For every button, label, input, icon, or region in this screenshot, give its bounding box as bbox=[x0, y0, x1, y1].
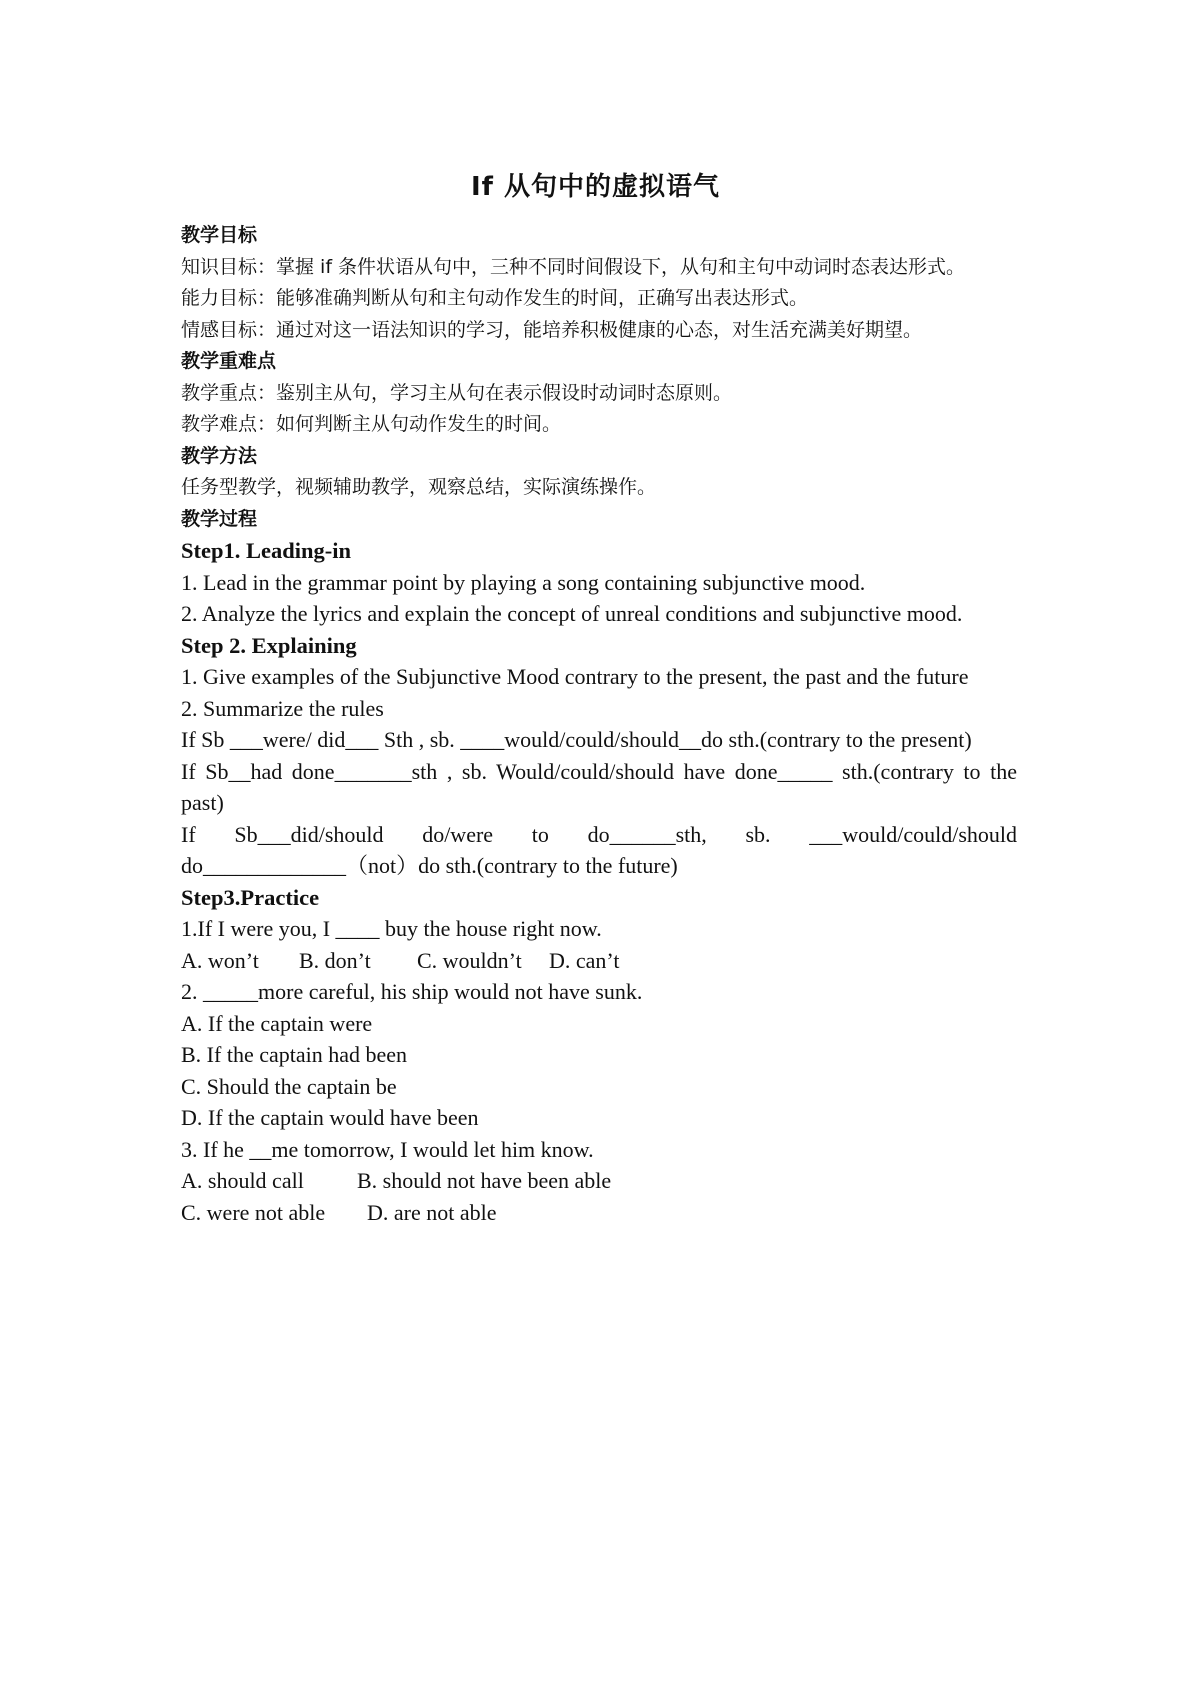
key-points-heading: 教学重难点 bbox=[181, 350, 277, 372]
q1-option-d: D. can’t bbox=[549, 947, 620, 973]
q3-option-d: D. are not able bbox=[367, 1199, 497, 1225]
step1-item-2: 2. Analyze the lyrics and explain the concept of unreal conditions and subjunctive mood. bbox=[181, 601, 963, 626]
question-2-stem: 2. _____more careful, his ship would not have sunk. bbox=[181, 979, 643, 1004]
question-3-options-row-1 bbox=[181, 1165, 1017, 1197]
q1-option-c: C. wouldn’t bbox=[417, 947, 522, 973]
question-3-stem: 3. If he __me tomorrow, I would let him know. bbox=[181, 1136, 594, 1162]
knowledge-goal: 知识目标：掌握 if 条件状语从句中，三种不同时间假设下，从句和主句中动词时态表达形式。 bbox=[181, 255, 966, 278]
ability-goal: 能力目标：能够准确判断从句和主句动作发生的时间，正确写出表达形式。 bbox=[181, 287, 809, 309]
step1-item-1: 1. Lead in the grammar point by playing a song containing subjunctive mood. bbox=[181, 569, 866, 595]
step3-title: Step3.Practice bbox=[181, 884, 320, 910]
page-title: If 从句中的虚拟语气 bbox=[470, 172, 721, 202]
q1-option-a: A. won’t bbox=[181, 947, 259, 973]
q2-option-d: D. If the captain would have been bbox=[181, 1105, 479, 1130]
q1-option-b: B. don’t bbox=[299, 947, 371, 973]
process-heading: 教学过程 bbox=[181, 507, 258, 530]
q3-option-a: A. should call bbox=[181, 1168, 304, 1193]
rule-present: If Sb ___were/ did___ Sth , sb. ____would/could/should__do sth.(contrary to the present) bbox=[181, 727, 972, 752]
methods-text: 任务型教学，视频辅助教学，观察总结，实际演练操作。 bbox=[181, 476, 657, 498]
step1-title: Step1. Leading-in bbox=[181, 538, 352, 563]
document-body bbox=[181, 220, 1017, 1228]
key-point: 教学重点：鉴别主从句，学习主从句在表示假设时动词时态原则。 bbox=[181, 381, 733, 404]
rule-future-line-1: If Sb___did/should do/were to do______sth, sb. ___would/could/should bbox=[181, 821, 1017, 847]
question-3-options-row-2 bbox=[181, 1197, 1017, 1229]
q3-option-b: B. should not have been able bbox=[357, 1168, 612, 1193]
step2-title: Step 2. Explaining bbox=[181, 632, 357, 658]
step2-item-1: 1. Give examples of the Subjunctive Mood contrary to the present, the past and the future bbox=[181, 664, 969, 689]
question-1-stem: 1.If I were you, I ____ buy the house right now. bbox=[181, 916, 602, 941]
question-1-options bbox=[181, 945, 1017, 977]
q2-option-c: C. Should the captain be bbox=[181, 1073, 397, 1099]
q2-option-a: A. If the captain were bbox=[181, 1010, 373, 1036]
q3-option-c: C. were not able bbox=[181, 1199, 326, 1225]
emotion-goal: 情感目标：通过对这一语法知识的学习，能培养积极健康的心态，对生活充满美好期望。 bbox=[181, 318, 923, 341]
step2-item-2: 2. Summarize the rules bbox=[181, 695, 384, 721]
rule-past: If Sb__had done_______sth , sb. Would/could/should have done_____ sth.(contrary to the past) bbox=[181, 758, 1017, 815]
goals-heading: 教学目标 bbox=[181, 224, 258, 246]
difficult-point: 教学难点：如何判断主从句动作发生的时间。 bbox=[181, 413, 562, 435]
methods-heading: 教学方法 bbox=[181, 444, 258, 467]
q2-option-b: B. If the captain had been bbox=[181, 1042, 408, 1067]
rule-future-line-2: do_____________（not）do sth.(contrary to the future) bbox=[181, 853, 678, 878]
